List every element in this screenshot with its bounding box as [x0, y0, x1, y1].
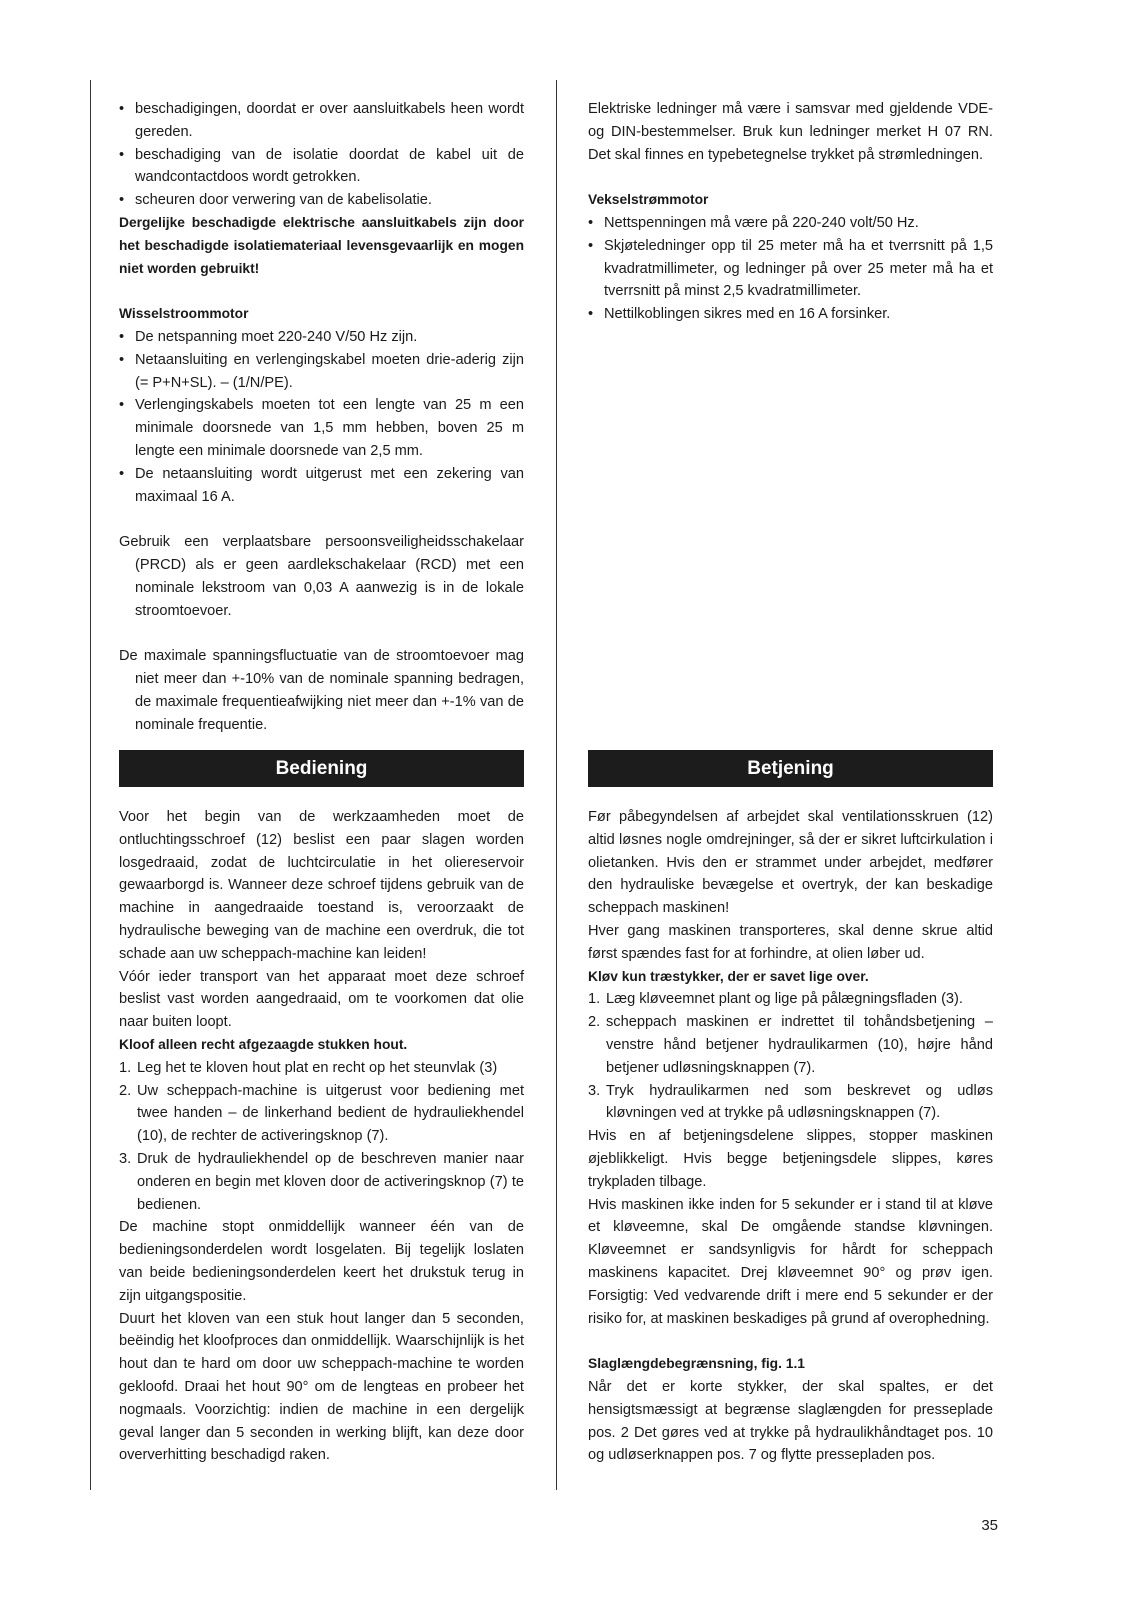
step-item: 2. Uw scheppach-machine is uitgerust voor bediening met twee handen – de linkerhand bedient de hydrauliekhendel (10), de rechter de activeringsknop (7).: [119, 1082, 524, 1145]
fluctuation-paragraph: De maximale spanningsfluctuatie van de stroomtoevoer mag niet meer dan +-10% van de nominale spanning bedragen, de maximale frequentieafwijking niet meer dan +-1% van de nominale frequentie.: [119, 648, 524, 733]
section-header-bediening: Bediening: [119, 750, 524, 787]
left-column: [119, 98, 524, 736]
stroke-paragraph: Når det er korte stykker, der skal spaltes, er det hensigtsmæssigt at begrænse slaglængden for presseplade pos. 2 Det gøres ved at trykke på hydraulikhåndtaget pos. 10 og udløserknappen pos. 7 og flytte pressepladen pos.: [588, 1378, 993, 1464]
step-item: 3. Tryk hydraulikarmen ned som beskrevet og udløs kløvningen ved at trykke på udløsningsknappen (7).: [588, 1082, 993, 1122]
left-margin-rule: [90, 80, 91, 1490]
intro-paragraph: Voor het begin van de werkzaamheden moet de ontluchtingsschroef (12) beslist een paar slagen worden losgedraaid, zodat de luchtcirculatie in het oliereservoir gewaarborgd is. Wanneer deze schroef tijdens gebruik van de machine in aangedraaide toestand is, veroorzaakt de hydraulische beweging van de machine een overdruk, die tot schade aan uw scheppach-machine kan leiden!: [119, 809, 524, 962]
motor-heading: Wisselstroommotor: [119, 306, 249, 322]
list-item: • Skjøteledninger opp til 25 meter må ha et tverrsnitt på 1,5 kvadratmillimeter, og ledninger på over 25 meter må ha et tverrsnitt på minst 2,5 kvadratmillimeter.: [588, 237, 993, 300]
right-column-operation: [588, 806, 993, 1467]
list-item: • Nettspenningen må være på 220-240 volt/50 Hz.: [588, 214, 919, 231]
duration-paragraph: Duurt het kloven van een stuk hout langer dan 5 seconden, beëindig het kloofproces dan onmiddellijk. Waarschijnlijk is het hout dan te hard om door uw scheppach-machine te worden gekloofd. Draai het hout 90° om de lengteas en probeer het nogmaals. Voorzichtig: indien de machine in een dergelijk geval langer dan 5 seconden in werking blijft, kan deze door oververhitting beschadigd raken.: [119, 1310, 524, 1464]
section-header-betjening: Betjening: [588, 750, 993, 787]
left-column-operation: [119, 806, 524, 1467]
list-item: • De netaansluiting wordt uitgerust met een zekering van maximaal 16 A.: [119, 465, 524, 505]
step-item: 1. Læg kløveemnet plant og lige på pålægningsfladen (3).: [588, 991, 963, 1008]
intro-paragraph: Før påbegyndelsen af arbejdet skal ventilationsskruen (12) altid løsnes nogle omdrejninger, så der er sikret luftcirkulation i olietanken. Hvis den er strammet under arbejdet, medfører den hydrauliske bevægelse et overtryk, der kan beskadige scheppach maskinen!: [588, 809, 993, 917]
page-number: 35: [981, 1517, 998, 1534]
stroke-heading: Slaglængdebegrænsning, fig. 1.1: [588, 1356, 805, 1372]
cut-heading: Kloof alleen recht afgezaagde stukken hout.: [119, 1036, 408, 1052]
step-item: 2. scheppach maskinen er indrettet til tohåndsbetjening – venstre hånd betjener hydraulikarmen (10), højre hånd betjener udløsningsknappen (7).: [588, 1014, 993, 1076]
step-item: 1. Leg het te kloven hout plat en recht op het steunvlak (3): [119, 1059, 498, 1076]
cut-heading: Kløv kun træstykker, der er savet lige over.: [588, 968, 869, 984]
list-item: • Nettilkoblingen sikres med en 16 A forsinker.: [588, 306, 891, 323]
center-column-rule: [556, 80, 557, 1490]
step-item: 3. Druk de hydrauliekhendel op de beschreven manier naar onderen en begin met kloven door de activeringsknop (7) te bedienen.: [119, 1150, 524, 1213]
list-item: • beschadiging van de isolatie doordat de kabel uit de wandcontactdoos wordt getrokken.: [119, 146, 524, 186]
motor-heading: Vekselstrømmotor: [588, 192, 709, 208]
stop-paragraph: Hvis en af betjeningsdelene slippes, stopper maskinen øjeblikkeligt. Hvis begge betjeningsdele slippes, køres trykpladen tilbage.: [588, 1128, 993, 1190]
duration-paragraph: Hvis maskinen ikke inden for 5 sekunder er i stand til at kløve et kløveemne, skal De omgående standse kløvningen. Kløveemnet er sandsynligvis for hårdt for scheppach maskinens kapacitet. Drej kløveemnet 90° og prøv igen. Forsigtig: Ved vedvarende drift i mere end 5 sekunder er der risiko for, at maskinen beskadiges på grund af overophedning.: [588, 1196, 993, 1327]
stop-paragraph: De machine stopt onmiddellijk wanneer één van de bedieningsonderdelen wordt losgelaten. Bij tegelijk loslaten van beide bedieningsonderdelen keert het drukstuk terug in zijn uitgangspositie.: [119, 1219, 524, 1304]
list-item: • De netspanning moet 220-240 V/50 Hz zijn.: [119, 328, 418, 345]
list-item: • Verlengingskabels moeten tot een lengte van 25 m een minimale doorsnede van 1,5 mm hebben, boven 25 m lengte een minimale doorsnede van 2,5 mm.: [119, 397, 524, 459]
right-column: [588, 98, 993, 326]
cables-paragraph: Elektriske ledninger må være i samsvar med gjeldende VDE- og DIN-bestemmelser. Bruk kun ledninger merket H 07 RN. Det skal finnes en typebetegnelse trykket på strømledningen.: [588, 101, 993, 163]
transport-paragraph: Hver gang maskinen transporteres, skal denne skrue altid først spændes fast for at forhindre, at olien løber ud.: [588, 922, 993, 962]
prcd-paragraph: Gebruik een verplaatsbare persoonsveiligheidsschakelaar (PRCD) als er geen aardlekschakelaar (RCD) met een nominale lekstroom van 0,03 A aanwezig is in de lokale stroomtoevoer.: [119, 534, 524, 619]
transport-paragraph: Vóór ieder transport van het apparaat moet deze schroef beslist vast worden aangedraaid, om te voorkomen dat olie naar buiten loopt.: [119, 968, 524, 1031]
list-item: • scheuren door verwering van de kabelisolatie.: [119, 192, 432, 209]
list-item: • Netaansluiting en verlengingskabel moeten drie-aderig zijn (= P+N+SL). – (1/N/PE).: [119, 351, 524, 391]
list-item: • beschadigingen, doordat er over aansluitkabels heen wordt gereden.: [119, 101, 524, 140]
cable-warning: Dergelijke beschadigde elektrische aansluitkabels zijn door het beschadigde isolatiemateriaal levensgevaarlijk en mogen niet worden gebruikt!: [119, 214, 524, 276]
